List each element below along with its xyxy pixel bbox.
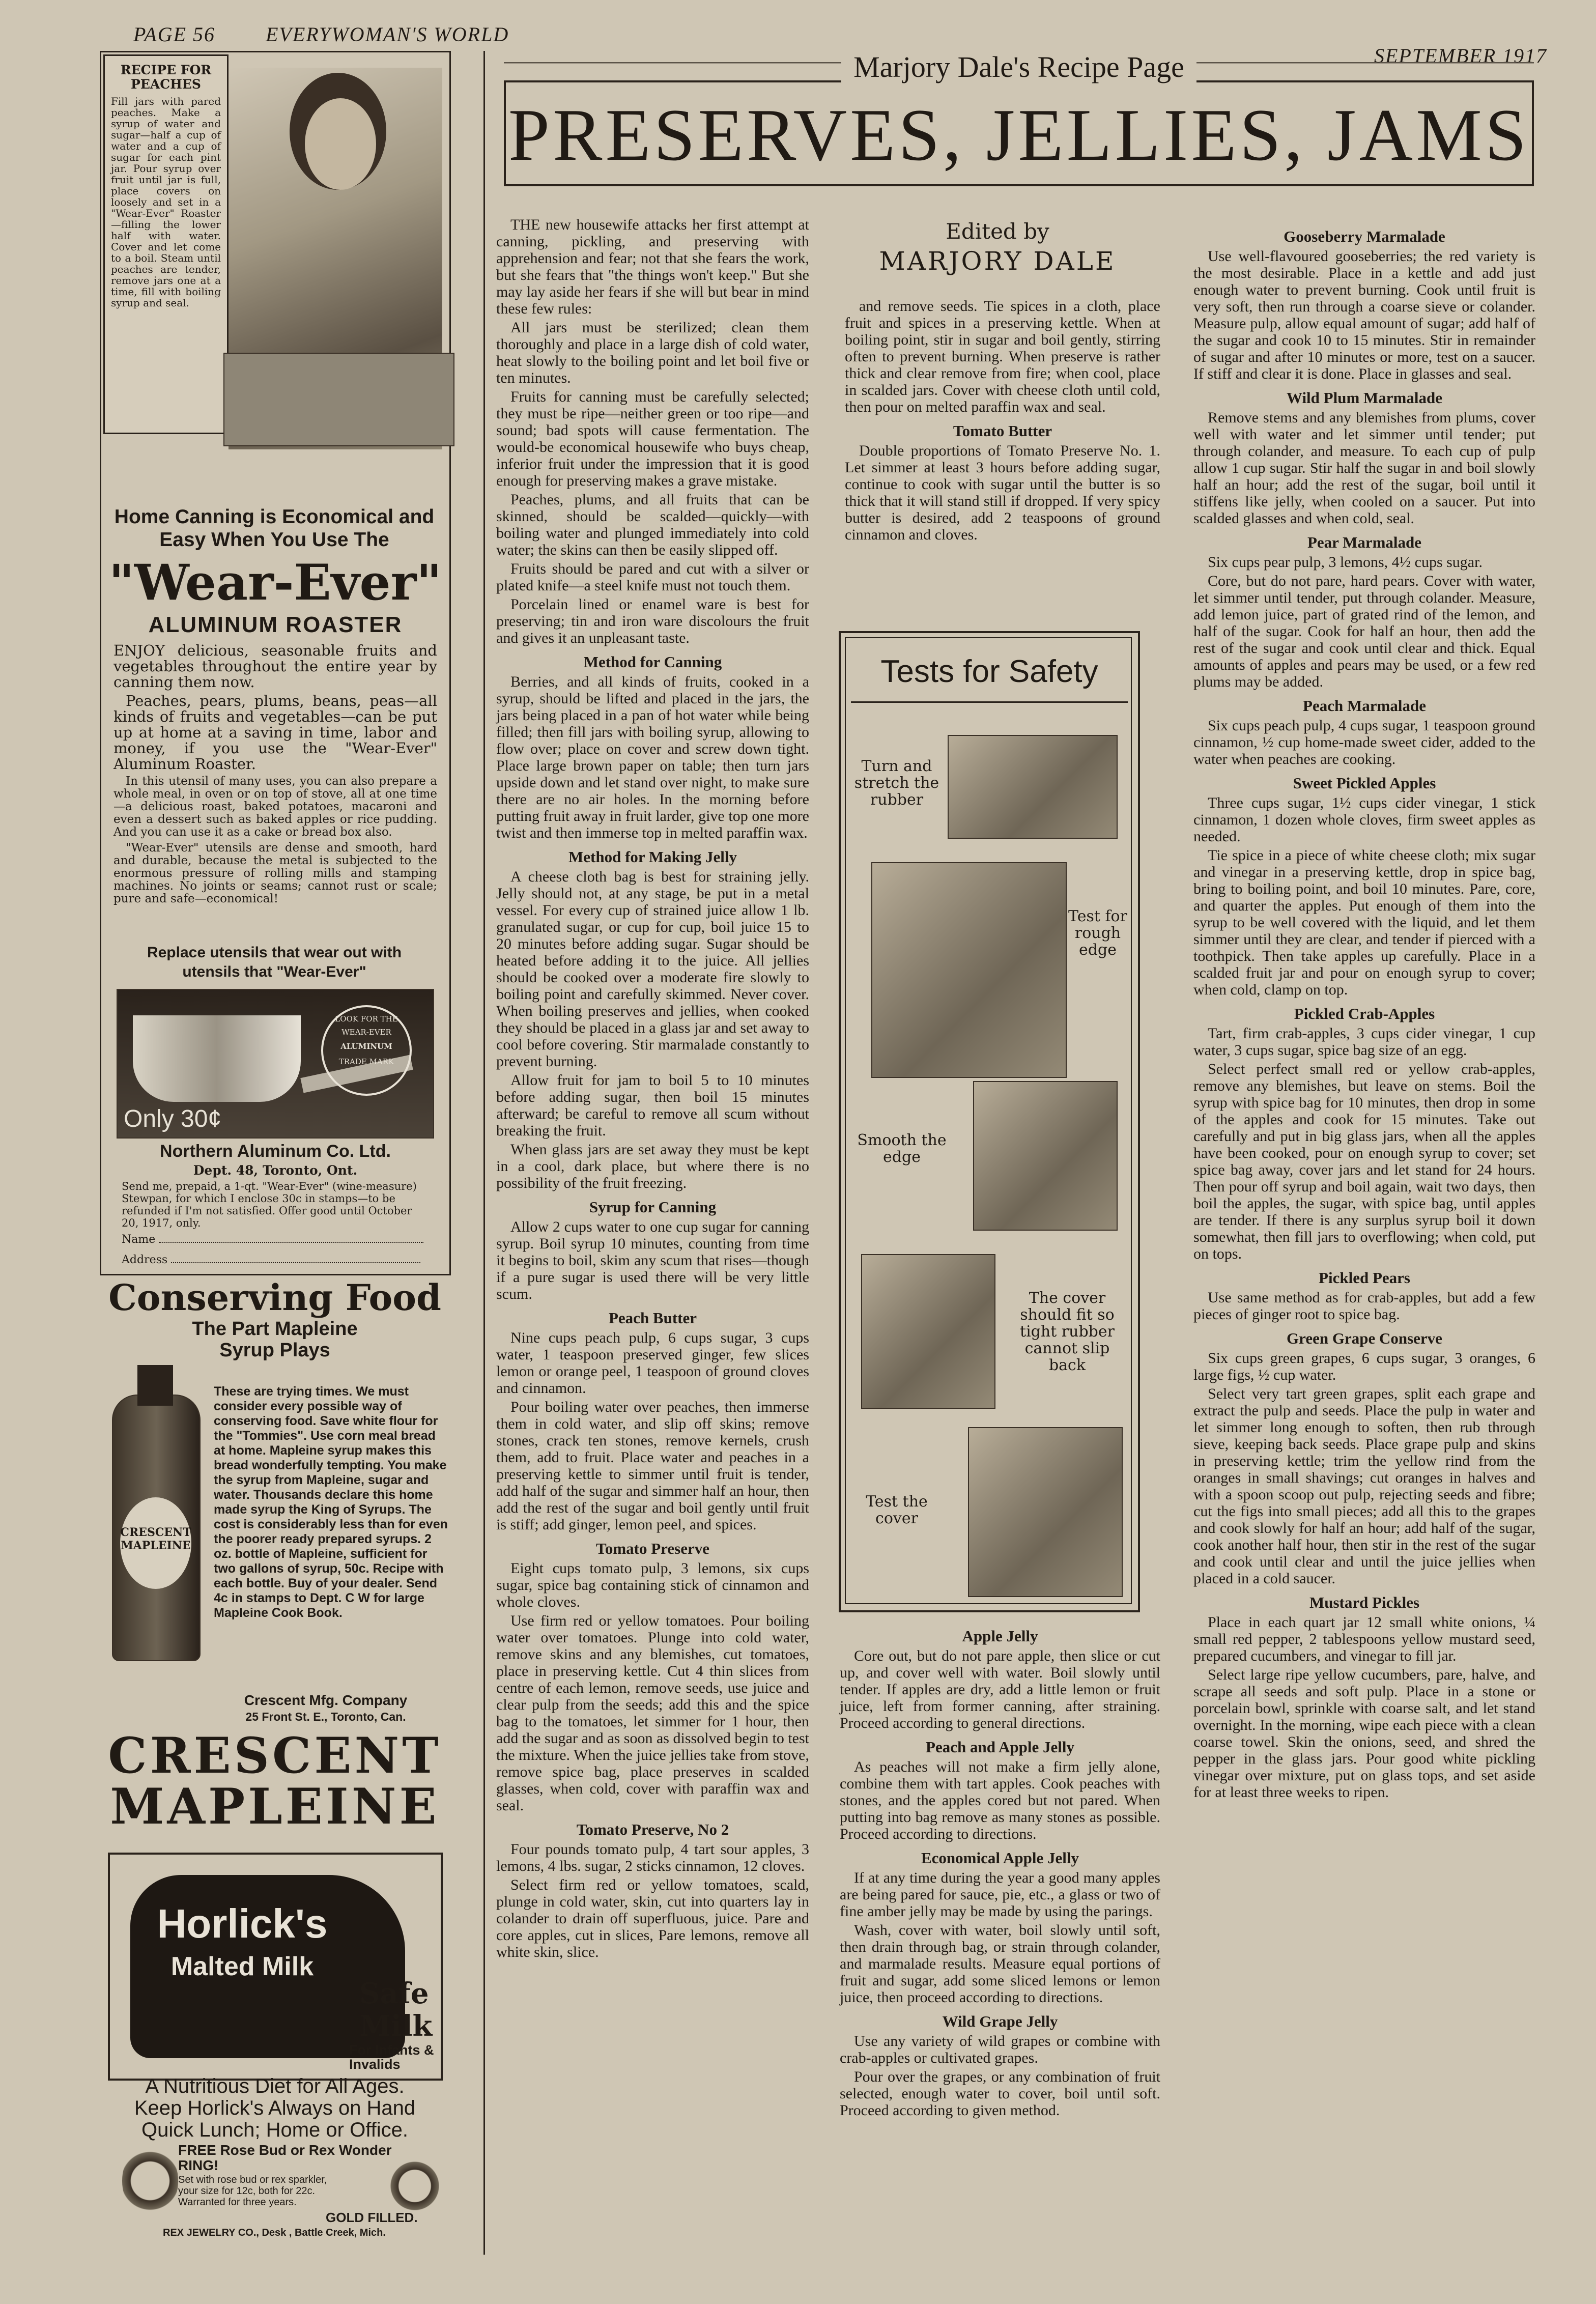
wearever-slogan: Replace utensils that wear out with utensils that "Wear-Ever" bbox=[147, 944, 402, 980]
article-paragraph: Fruits for canning must be carefully selected; they must be ripe—neither green or too ripe—and sound; bad spots will cause fermentation. The would-be economical housewife who buys cheap, inferior fruit under the impression that it is good enough for preserving makes a grave mistake. bbox=[496, 388, 809, 489]
article-column-1 bbox=[496, 216, 809, 1962]
recipe-for-peaches bbox=[103, 54, 229, 434]
ring-company: REX JEWELRY CO., Desk , Battle Creek, Mich. bbox=[163, 2227, 386, 2238]
recipe-heading: Pickled Pears bbox=[1319, 1269, 1410, 1287]
recipe-heading: Wild Grape Jelly bbox=[942, 2012, 1058, 2030]
horlicks-tagline-1: A Nutritious Diet for All Ages. bbox=[145, 2075, 405, 2097]
mapleine-sub: The Part Mapleine Syrup Plays bbox=[192, 1318, 358, 1361]
article-paragraph: Three cups sugar, 1½ cups cider vinegar, 1 stick cinnamon, 1 dozen whole cloves, firm sweet apples as needed. bbox=[1193, 794, 1535, 845]
masthead-headline: PRESERVES, JELLIES, JAMS bbox=[508, 94, 1530, 176]
horlicks-milk: Milk bbox=[359, 2009, 433, 2043]
recipe-heading: Tomato Preserve bbox=[596, 1540, 709, 1557]
safety-photo-test-cover bbox=[968, 1427, 1123, 1597]
article-paragraph: Tie spice in a piece of white cheese cloth; mix sugar and vinegar in a preserving kettle, drop in spice bag, bring to boiling point, and boil 10 minutes. Pare, core, and quarter the apples. Put enough of them into the syrup to be well covered with the liquid, and let them simmer until they are clear, and tender if pierced with a toothpick. Then take apples up carefully. Place in a scalded fruit jar and pour on enough syrup to cover; when cold, clamp on top. bbox=[1193, 847, 1535, 998]
coupon-address[interactable] bbox=[122, 1254, 427, 1266]
recipe-heading: Method for Making Jelly bbox=[568, 848, 737, 866]
bottle-label-1: CRESCENT bbox=[120, 1526, 191, 1539]
article-column-3 bbox=[1193, 228, 1535, 1803]
wearever-headline: Home Canning is Economical and Easy When You Use The bbox=[114, 506, 435, 551]
article-paragraph: Six cups pear pulp, 3 lemons, 4½ cups sugar. bbox=[1208, 554, 1483, 571]
article-paragraph: When glass jars are set away they must be kept in a cool, dark place, but where there is no possibility of the fruit freezing. bbox=[496, 1141, 809, 1191]
seal-top: LOOK FOR THE bbox=[335, 1014, 398, 1023]
horlicks-brand: Horlick's bbox=[157, 1901, 328, 1946]
wearever-product: ALUMINUM ROASTER bbox=[148, 612, 403, 637]
article-paragraph: and remove seeds. Tie spices in a cloth, place fruit and spices in a preserving kettle. When at boiling point, stir in sugar and boil gently, stirring often to prevent burning. When preserve is rather thick and clear remove from fire; when cool, place in scalded jars. Cover with cheese cloth until cold, then pour on melted paraffin wax and seal. bbox=[845, 298, 1160, 415]
horlicks-tagline-3: Quick Lunch; Home or Office. bbox=[141, 2119, 408, 2141]
wearever-p3: In this utensil of many uses, you can also prepare a whole meal, in oven or on top of stove, all at one time—a delicious roast, baked potatoes, macaroni and even a dessert such as baked apples or rice pudding. And you can use it as a cake or bread box also. bbox=[113, 775, 437, 839]
edited-by: Edited by bbox=[946, 219, 1049, 244]
wearever-brand: "Wear-Ever" bbox=[108, 554, 442, 611]
recipe-heading: Economical Apple Jelly bbox=[921, 1849, 1079, 1867]
article-column-2-bottom bbox=[840, 1628, 1160, 2121]
address-label: Address bbox=[122, 1254, 168, 1266]
ring-ad bbox=[122, 2143, 448, 2239]
article-paragraph: Pour over the grapes, or any combination of fruit selected, enough water to cover, boil until soft. Proceed according to given method. bbox=[840, 2068, 1160, 2119]
safety-photo-cover-fit bbox=[861, 1254, 995, 1409]
article-paragraph: Nine cups peach pulp, 6 cups sugar, 3 cups water, 1 teaspoon preserved ginger, few slices lemon or orange peel, 1 teaspoon of ground cloves and cinnamon. bbox=[496, 1329, 809, 1397]
recipe-heading: Wild Plum Marmalade bbox=[1287, 389, 1442, 407]
article-paragraph: Pour boiling water over peaches, then immerse them in cold water, and slip off skins; remove stones, crack ten stones, remove kernels, crush them, add to fruit. Place water and peaches in a preserving kettle to simmer until fruit is tender, add half of the sugar and simmer half an hour, then add the rest of the sugar and boil gently until fruit is stiff; add ginger, lemon peel, and spices. bbox=[496, 1399, 809, 1533]
article-paragraph: Select firm red or yellow tomatoes, scald, plunge in cold water, skin, cut into quarters lay in colander to drain off superfluous, juice. Pare and core apples, cut in slices, Pare lemons, remove all white skin, slice. bbox=[496, 1876, 809, 1960]
name-field[interactable] bbox=[159, 1242, 423, 1243]
article-paragraph: Peaches, plums, and all fruits that can be skinned, should be scalded—quickly—with boiling water and plunged immediately into cold water; the skins can then be easily slipped off. bbox=[496, 491, 809, 558]
safety-photo-stretch-rubber bbox=[948, 735, 1118, 839]
safety-photo-smooth-edge bbox=[973, 1081, 1118, 1231]
price-label: Only 30¢ bbox=[124, 1105, 222, 1132]
safety-caption-5: Test the cover bbox=[866, 1493, 928, 1527]
recipe-heading: Apple Jelly bbox=[962, 1627, 1038, 1645]
article-paragraph: Core out, but do not pare apple, then slice or cut up, and cover well with water. Boil slowly until tender. If apples are dry, add a little lemon or fruit juice, left from former canning, after straining. Proceed according to general directions. bbox=[840, 1647, 1160, 1731]
ring-illustration-left bbox=[122, 2143, 178, 2219]
horlicks-safe: Safe bbox=[359, 1977, 429, 2010]
horlicks-for: For Infants & Invalids bbox=[349, 2042, 434, 2072]
horlicks-tagline bbox=[102, 2075, 448, 2141]
recipe-title: RECIPE FOR PEACHES bbox=[120, 63, 212, 92]
article-paragraph: Remove stems and any blemishes from plums, cover well with water and let simmer until tender; put through colander, and measure. To each cup of pulp allow 1 cup sugar. Stir half the sugar in and boil slowly half an hour; add the rest of the sugar, boil until it stiffens like jelly, when cooled on a saucer. Put into scalded glasses and when cold, seal. bbox=[1193, 409, 1535, 527]
article-paragraph: Core, but do not pare, hard pears. Cover with water, let simmer until tender, put through colander. Measure, add lemon juice, part of grated rind of the lemon, and half of the sugar. Cook for half an hour, then add the rest of the sugar and cook until clear and thick. Equal amounts of apples and pears may be used, or a few red plums may be added. bbox=[1193, 573, 1535, 690]
mapleine-brand-1: CRESCENT bbox=[108, 1727, 442, 1784]
article-paragraph: Place in each quart jar 12 small white onions, ¼ small red pepper, 2 tablespoons yellow mustard seed, prepared cucumbers, and vinegar to fill jar. bbox=[1193, 1614, 1535, 1664]
article-paragraph: Allow fruit for jam to boil 5 to 10 minutes before adding sugar, then boil 15 minutes afterward; be careful to remove all scum without breaking the fruit. bbox=[496, 1072, 809, 1139]
wearever-company: Northern Aluminum Co. Ltd. bbox=[160, 1142, 391, 1161]
wearever-ad bbox=[100, 51, 451, 1275]
safety-caption-2: Test for rough edge bbox=[1068, 907, 1127, 959]
recipe-text: Fill jars with pared peaches. Make a syrup of water and sugar—half a cup of water and a cup of sugar for each pint jar. Pour syrup over fruit until jar is full, place covers on loosely and set in a "Wear-Ever" Roaster—filling the lower half with water. Cover and let come to a boil. Steam until peaches are tender, remove jars one at a time, fill with boiling syrup and seal. bbox=[111, 95, 221, 309]
tests-for-safety-box bbox=[839, 631, 1140, 1612]
page-number: PAGE 56 bbox=[133, 23, 216, 46]
horlicks-product: Malted Milk bbox=[170, 1952, 314, 1981]
wearever-offer: Send me, prepaid, a 1-qt. "Wear-Ever" (wine-measure) Stewpan, for which I enclose 30c in stamps—to be refunded if I'm not satisfied. Offer good until October 20, 1917, only. bbox=[122, 1180, 417, 1229]
recipe-heading: Mustard Pickles bbox=[1309, 1594, 1420, 1611]
ring-gold: GOLD FILLED. bbox=[326, 2210, 418, 2225]
safety-caption-4: The cover should fit so tight rubber cannot slip back bbox=[1020, 1289, 1115, 1374]
recipe-heading: Gooseberry Marmalade bbox=[1284, 227, 1445, 245]
recipe-heading: Syrup for Canning bbox=[589, 1198, 717, 1216]
wearever-p2: Peaches, pears, plums, beans, peas—all kinds of fruits and vegetables—can be put up at home at a saving in time, labor and money, if you use the "Wear-Ever" Aluminum Roaster. bbox=[113, 692, 437, 773]
seal-center: ALUMINUM bbox=[340, 1042, 392, 1051]
mapleine-intro-text: These are trying times. We must consider every possible way of conserving food. Save white flour for the "Tommies". Use corn meal bread at home. Mapleine syrup makes this bread wonderfully tempting. You make the syrup from Mapleine, sugar and water. Thousands declare this home made syrup the King of Syrups. The cost is considerably less than for even the poorer ready prepared syrups. 2 oz. bottle of Mapleine, sufficient for two gallons of syrup, 50c. Recipe with each bottle. Buy of your dealer. Send 4c in stamps to Dept. C W for large Mapleine Cook Book. bbox=[214, 1384, 448, 1620]
article-paragraph: A cheese cloth bag is best for straining jelly. Jelly should not, at any stage, be put in a metal vessel. For every cup of strained juice allow 1 lb. granulated sugar, or cup for cup, boil juice 15 to 20 minutes before adding sugar. Sugar should be heated before adding it to the juice. All jellies should be cooked over a moderate fire slowly to boiling point and carefully skimmed. Never cover. When boiling preserves and jellies, when cooked they should be placed in a glass jar and set away to cool before covering. Stir marmalade constantly to prevent burning. bbox=[496, 868, 809, 1070]
recipe-heading: Pear Marmalade bbox=[1307, 533, 1422, 551]
recipe-heading: Peach and Apple Jelly bbox=[926, 1738, 1074, 1756]
article-paragraph: Six cups green grapes, 6 cups sugar, 3 oranges, 6 large figs, ½ cup water. bbox=[1193, 1350, 1535, 1383]
safety-photo-rough-edge bbox=[871, 862, 1067, 1078]
magazine-name: EVERYWOMAN'S WORLD bbox=[266, 23, 509, 46]
article-paragraph: As peaches will not make a firm jelly alone, combine them with tart apples. Cook peaches with stones, and the apples cored but not pared. When putting into bag remove as many stones as possible. Proceed according to directions. bbox=[840, 1758, 1160, 1842]
mapleine-address: 25 Front St. E., Toronto, Can. bbox=[245, 1710, 406, 1723]
recipe-heading: Method for Canning bbox=[583, 653, 722, 671]
article-paragraph: Fruits should be pared and cut with a silver or plated knife—a steel knife must not touch them. bbox=[496, 560, 809, 594]
article-paragraph: Six cups peach pulp, 4 cups sugar, 1 teaspoon ground cinnamon, ½ cup home-made sweet cider, added to the water when peaches are cooking. bbox=[1193, 717, 1535, 767]
wearever-p1: ENJOY delicious, seasonable fruits and vegetables throughout the entire year by canning them now. bbox=[113, 642, 437, 691]
safety-caption-3: Smooth the edge bbox=[857, 1131, 947, 1166]
issue-date: SEPTEMBER 1917 bbox=[1374, 44, 1548, 67]
coupon-name[interactable] bbox=[122, 1233, 427, 1246]
ring-line2: Set with rose bud or rex sparkler, your size for 12c, both for 22c. Warranted for three years. bbox=[178, 2174, 327, 2208]
article-paragraph: All jars must be sterilized; clean them thoroughly and place in a large dish of cold water, heat slowly to the boiling point and let boil five or ten minutes. bbox=[496, 319, 809, 386]
wearever-p4: "Wear-Ever" utensils are dense and smooth, hard and durable, because the metal is subjected to the enormous pressure of rolling mills and stamping machines. No joints or seams; cannot rust or scale; pure and safe—economical! bbox=[113, 841, 437, 905]
mapleine-brand-2: MAPLEINE bbox=[110, 1778, 440, 1835]
article-paragraph: Porcelain lined or enamel ware is best for preserving; tin and iron ware discolours the fruit and gives it an unpleasant taste. bbox=[496, 596, 809, 646]
article-paragraph: Select large ripe yellow cucumbers, pare, halve, and scrape all seeds and soft pulp. Place in a stone or porcelain bowl, sprinkle with coarse salt, and let stand overnight. In the morning, wipe each piece with a clean coarse towel. Skin the onions, seed, and shred the pepper in the glass jars. Pour good white pickling vinegar over mixture, put on glass tops, and set aside for at least three weeks to ripen. bbox=[1193, 1666, 1535, 1801]
article-paragraph: Use firm red or yellow tomatoes. Pour boiling water over tomatoes. Plunge into cold water, remove skins and any blemishes, cut tomatoes, place in preserving kettle. Cut 4 thin slices from centre of each lemon, remove seeds, use juice and clear pulp from the seeds; add this and the spice bag to the tomatoes, let simmer for 1 hour, then add the sugar and as soon as dissolved begin to test the mixture. When the juice jellies take from stove, remove spice bag, place preserves in scalded glasses, when cold, cover with paraffin wax and seal. bbox=[496, 1612, 809, 1814]
article-paragraph: Berries, and all kinds of fruits, cooked in a syrup, should be lifted and placed in the jars, the jars being placed in a pan of hot water while being filled; then fill jars with boiling syrup, allowing to flow over; place on cover and screw down tight. Place large brown paper on table; then turn jars upside down and let stand over night, to make sure there are no air holes. In the morning before putting fruit away in fruit larder, give top one more twist and then immerse top in melted paraffin wax. bbox=[496, 673, 809, 841]
article-paragraph: Tart, firm crab-apples, 3 cups cider vinegar, 1 cup water, 3 cups sugar, spice bag size of an egg. bbox=[1193, 1025, 1535, 1059]
safety-title: Tests for Safety bbox=[880, 654, 1098, 689]
recipe-heading: Tomato Preserve, No 2 bbox=[576, 1821, 729, 1838]
horlicks-ad bbox=[108, 1853, 443, 2081]
article-paragraph: Select perfect small red or yellow crab-apples, remove any blemishes, but leave on stems. Boil the syrup with spice bag for 10 minutes, then drop in some of the apples and cook for 15 minutes. Take out carefully and put in big glass jars, when all the apples have been cooked, pour on enough syrup to cover; set spice bag away, cover jars and let stand for 24 hours. Then pour off syrup and boil again, wait two days, then boil the apples, the sugar, with spice bag, until apples are tender. If there is any surplus syrup boil it down somewhat, then fill jars to overflowing; when cold, put on tops. bbox=[1193, 1061, 1535, 1262]
seal-bottom: TRADE MARK bbox=[338, 1057, 394, 1066]
wearever-body bbox=[113, 643, 437, 908]
stewpan-image bbox=[117, 989, 434, 1139]
recipe-heading: Peach Marmalade bbox=[1303, 697, 1426, 715]
name-label: Name bbox=[122, 1233, 156, 1246]
wearever-address: Dept. 48, Toronto, Ont. bbox=[193, 1163, 358, 1178]
article-paragraph: Double proportions of Tomato Preserve No. 1. Let simmer at least 3 hours before adding sugar, continue to cook with sugar until the butter is so thick that it will stand still if dropped. If very spicy butter is desired, add 2 teaspoons of ground cinnamon and cloves. bbox=[845, 442, 1160, 543]
ring-line1: FREE Rose Bud or Rex Wonder RING! bbox=[178, 2142, 392, 2173]
ring-illustration-right bbox=[387, 2158, 443, 2214]
article-paragraph: Use any variety of wild grapes or combine with crab-apples or cultivated grapes. bbox=[840, 2033, 1160, 2066]
mapleine-company: Crescent Mfg. Company bbox=[244, 1692, 408, 1708]
article-paragraph: Select very tart green grapes, split each grape and extract the pulp and seeds. Place the pulp in water and let simmer long enough to soften, then rub through sieve, keeping back seeds. Place grape pulp and skins in preserving kettle; trim the yellow rind from the oranges in small shavings; cut oranges in halves and with a spoon scoop out pulp, rejecting seeds and fibre; cut the figs into small pieces; add all this to the grapes and cook slowly for half an hour; add half of the sugar, cook another half hour, then stir in the rest of the sugar and cook until clear and until the juice jellies when placed in a cold saucer. bbox=[1193, 1385, 1535, 1587]
mapleine-headline: Conserving Food bbox=[108, 1276, 441, 1319]
article-paragraph: Wash, cover with water, boil slowly until soft, then drain through bag, or strain through colander, and marmalade results. Measure equal portions of fruit and sugar, add some sliced lemons or lemon juice, then proceed according to directions. bbox=[840, 1922, 1160, 2006]
safety-caption-1: Turn and stretch the rubber bbox=[854, 757, 939, 809]
article-paragraph: Eight cups tomato pulp, 3 lemons, six cups sugar, spice bag containing stick of cinnamon and whole cloves. bbox=[496, 1560, 809, 1610]
horlicks-tagline-2: Keep Horlick's Always on Hand bbox=[134, 2097, 416, 2119]
wearever-seal bbox=[321, 1005, 412, 1096]
article-paragraph: If at any time during the year a good many apples are being pared for sauce, pie, etc., a glass or two of fine amber jelly may be made by using the parings. bbox=[840, 1869, 1160, 1920]
seal-mid: WEAR-EVER bbox=[341, 1028, 391, 1037]
article-paragraph: THE new housewife attacks her first attempt at canning, pickling, and preserving with apprehension and fear; not that she fears the work, but she fears that "the things won't keep." But she may lay aside her fears if she will but bear in mind these few rules: bbox=[496, 216, 809, 317]
article-paragraph: Use well-flavoured gooseberries; the red variety is the most desirable. Place in a kettle and add just enough water to prevent burning. Cook until fruit is very soft, then run through a coarse sieve or colander. Measure pulp, allow equal amount of sugar; add half of the sugar and cook 10 to 15 minutes. Stir in remainder of sugar and after 10 minutes or more, test on a saucer. If stiff and clear it is done. Place in glasses and seal. bbox=[1193, 248, 1535, 382]
article-paragraph: Four pounds tomato pulp, 4 tart sour apples, 3 lemons, 4 lbs. sugar, 2 sticks cinnamon, 12 cloves. bbox=[496, 1841, 809, 1874]
recipe-heading: Sweet Pickled Apples bbox=[1293, 774, 1436, 792]
editor-name: MARJORY DALE bbox=[879, 246, 1116, 276]
masthead-title: Marjory Dale's Recipe Page bbox=[841, 50, 1196, 83]
recipe-heading: Green Grape Conserve bbox=[1287, 1329, 1442, 1347]
address-field[interactable] bbox=[171, 1262, 420, 1263]
article-column-2-top bbox=[845, 298, 1160, 545]
woman-canning-photo bbox=[229, 68, 442, 449]
recipe-heading: Tomato Butter bbox=[953, 422, 1052, 440]
mapleine-ad bbox=[102, 1277, 448, 1842]
bottle-label-2: MAPLEINE bbox=[121, 1539, 191, 1552]
mapleine-intro bbox=[102, 1384, 448, 1690]
recipe-heading: Pickled Crab-Apples bbox=[1294, 1005, 1435, 1022]
article-paragraph: Use same method as for crab-apples, but add a few pieces of ginger root to spice bag. bbox=[1193, 1289, 1535, 1323]
column-rule-1 bbox=[483, 51, 485, 2255]
recipe-heading: Peach Butter bbox=[608, 1309, 697, 1327]
article-paragraph: Allow 2 cups water to one cup sugar for canning syrup. Boil syrup 10 minutes, counting from time it begins to boil, skim any scum that rises—though if a pure sugar is used there will be very little scum. bbox=[496, 1218, 809, 1302]
